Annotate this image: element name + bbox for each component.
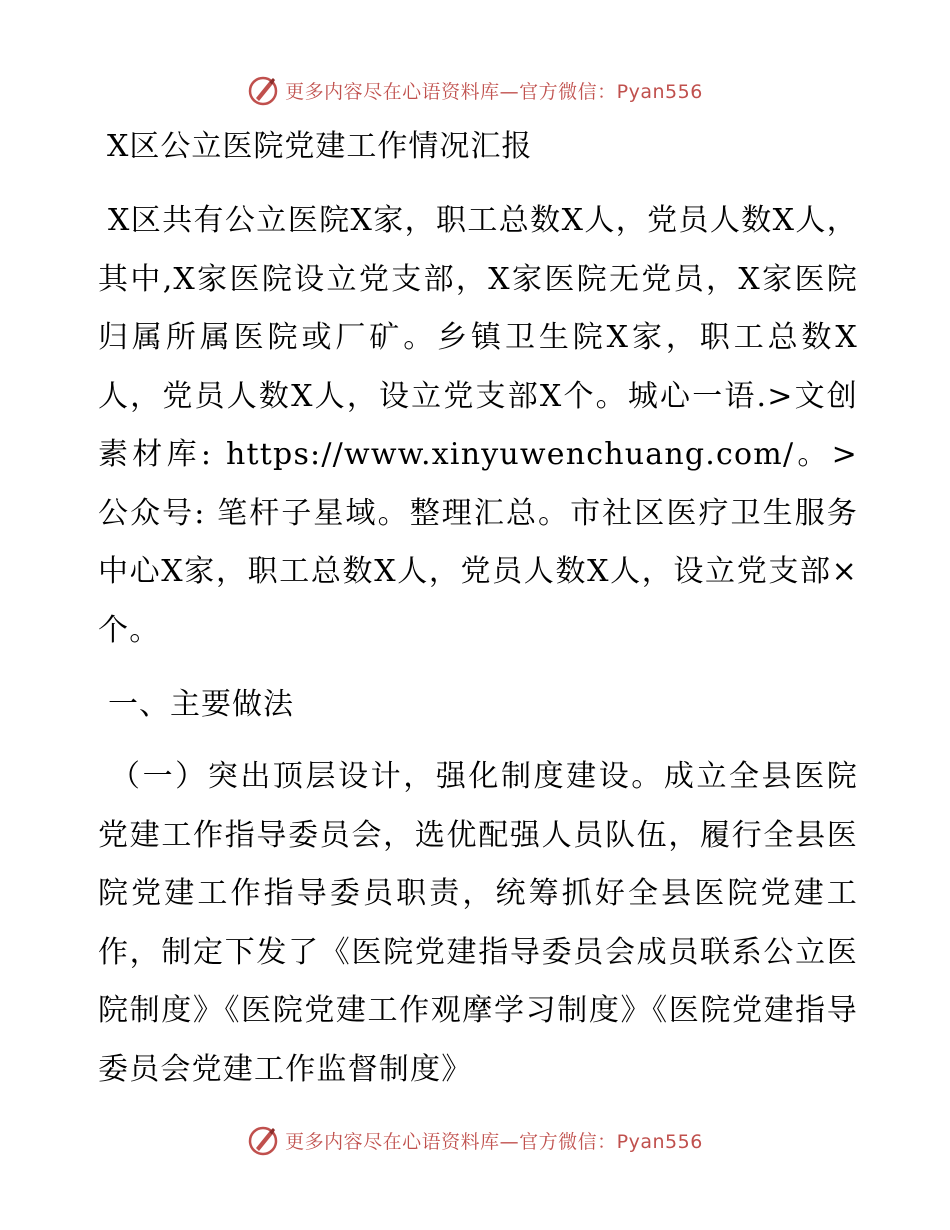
pen-logo-icon [247,74,279,106]
watermark-text: 更多内容尽在心语资料库—官方微信：Pyan556 [285,80,703,103]
footer-watermark [0,1120,950,1160]
section-heading: 一、主要做法 [108,687,294,722]
section-paragraph: （一）突出顶层设计，强化制度建设。成立全县医院党建工作指导委员会，选优配强人员队伍，履行全县医院党建工作指导委员职责，统筹抓好全县医院党建工作，制定下发了《医院党建指导委员会成员联系公立医院制度》《医院党建工作观摩学习制度》《医院党建指导委员会党建工作监督制度》 [98,759,858,1087]
pen-logo-icon [247,1124,279,1156]
watermark-text: 更多内容尽在心语资料库—官方微信：Pyan556 [285,1130,703,1153]
document-title: X区公立医院党建工作情况汇报 [107,129,533,164]
intro-paragraph: X区共有公立医院X家，职工总数X人，党员人数X人，其中,X家医院设立党支部，X家医院无党员，X家医院归属所属医院或厂矿。乡镇卫生院X家，职工总数X人，党员人数X人，设立党支部X个。城心一语.>文创素材库: https://www.xinyuwenchuang.com/。>公众号: 笔杆子星域。整理汇总。市社区医疗卫生服务中心X家，职工总数X人，党员人数X人，设立党支部×个。 [98,203,858,648]
header-watermark [0,70,950,110]
